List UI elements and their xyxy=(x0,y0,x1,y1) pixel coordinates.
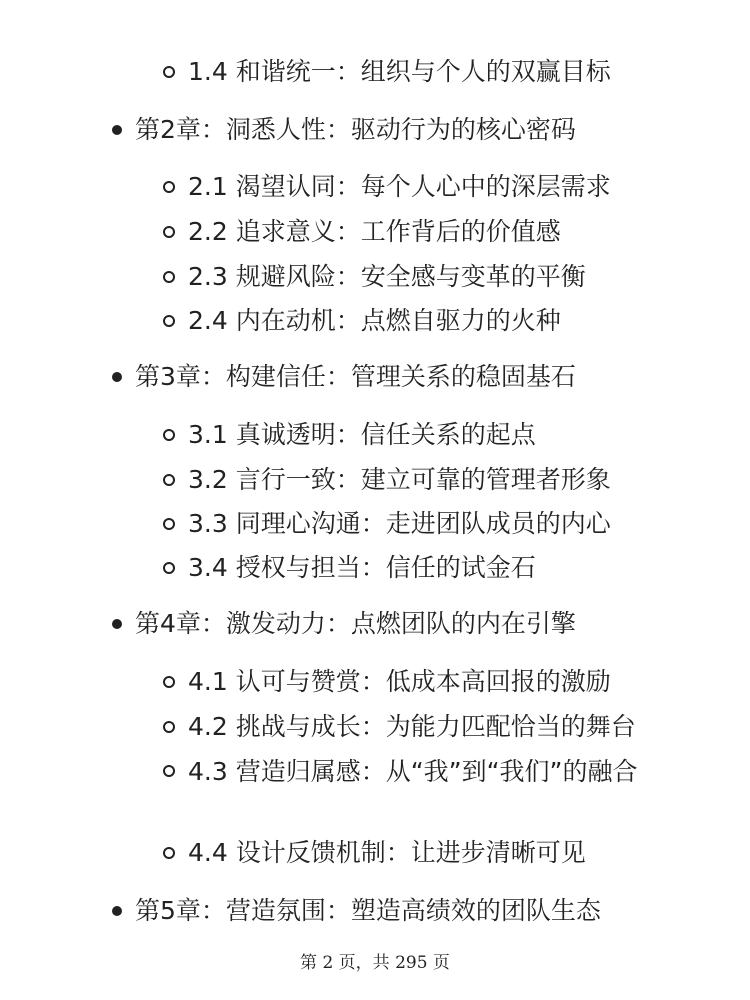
circle-bullet-icon xyxy=(163,721,175,733)
toc-chapter[interactable]: 第3章：构建信任：管理关系的稳固基石 xyxy=(135,362,576,391)
toc-subitem[interactable]: 3.2 言行一致：建立可靠的管理者形象 xyxy=(188,465,611,494)
page-number-footer: 第 2 页，共 295 页 xyxy=(300,953,450,973)
toc-subitem[interactable]: 2.3 规避风险：安全感与变革的平衡 xyxy=(188,262,586,291)
toc-subitem[interactable]: 3.3 同理心沟通：走进团队成员的内心 xyxy=(188,509,611,538)
toc-subitem[interactable]: 3.4 授权与担当：信任的试金石 xyxy=(188,553,536,582)
circle-bullet-icon xyxy=(163,315,175,327)
circle-bullet-icon xyxy=(163,676,175,688)
circle-bullet-icon xyxy=(163,847,175,859)
circle-bullet-icon xyxy=(163,66,175,78)
disc-bullet-icon xyxy=(112,619,122,629)
circle-bullet-icon xyxy=(163,765,175,777)
toc-subitem[interactable]: 4.1 认可与赞赏：低成本高回报的激励 xyxy=(188,667,611,696)
circle-bullet-icon xyxy=(163,181,175,193)
disc-bullet-icon xyxy=(112,372,122,382)
circle-bullet-icon xyxy=(163,474,175,486)
toc-subitem[interactable]: 4.2 挑战与成长：为能力匹配恰当的舞台 xyxy=(188,712,636,741)
circle-bullet-icon xyxy=(163,429,175,441)
toc-chapter[interactable]: 第5章：营造氛围：塑造高绩效的团队生态 xyxy=(135,896,601,925)
toc-subitem[interactable]: 3.1 真诚透明：信任关系的起点 xyxy=(188,420,536,449)
circle-bullet-icon xyxy=(163,518,175,530)
toc-subitem[interactable]: 2.1 渴望认同：每个人心中的深层需求 xyxy=(188,172,611,201)
toc-subitem[interactable]: 2.4 内在动机：点燃自驱力的火种 xyxy=(188,306,561,335)
toc-chapter[interactable]: 第4章：激发动力：点燃团队的内在引擎 xyxy=(135,609,576,638)
toc-subitem[interactable]: 4.4 设计反馈机制：让进步清晰可见 xyxy=(188,838,586,867)
circle-bullet-icon xyxy=(163,562,175,574)
circle-bullet-icon xyxy=(163,226,175,238)
toc-subitem[interactable]: 4.3 营造归属感：从“我”到“我们”的融合 xyxy=(188,757,638,786)
disc-bullet-icon xyxy=(112,906,122,916)
toc-subitem[interactable]: 1.4 和谐统一：组织与个人的双赢目标 xyxy=(188,57,611,86)
circle-bullet-icon xyxy=(163,271,175,283)
toc-chapter[interactable]: 第2章：洞悉人性：驱动行为的核心密码 xyxy=(135,115,576,144)
disc-bullet-icon xyxy=(112,125,122,135)
toc-subitem[interactable]: 2.2 追求意义：工作背后的价值感 xyxy=(188,217,561,246)
